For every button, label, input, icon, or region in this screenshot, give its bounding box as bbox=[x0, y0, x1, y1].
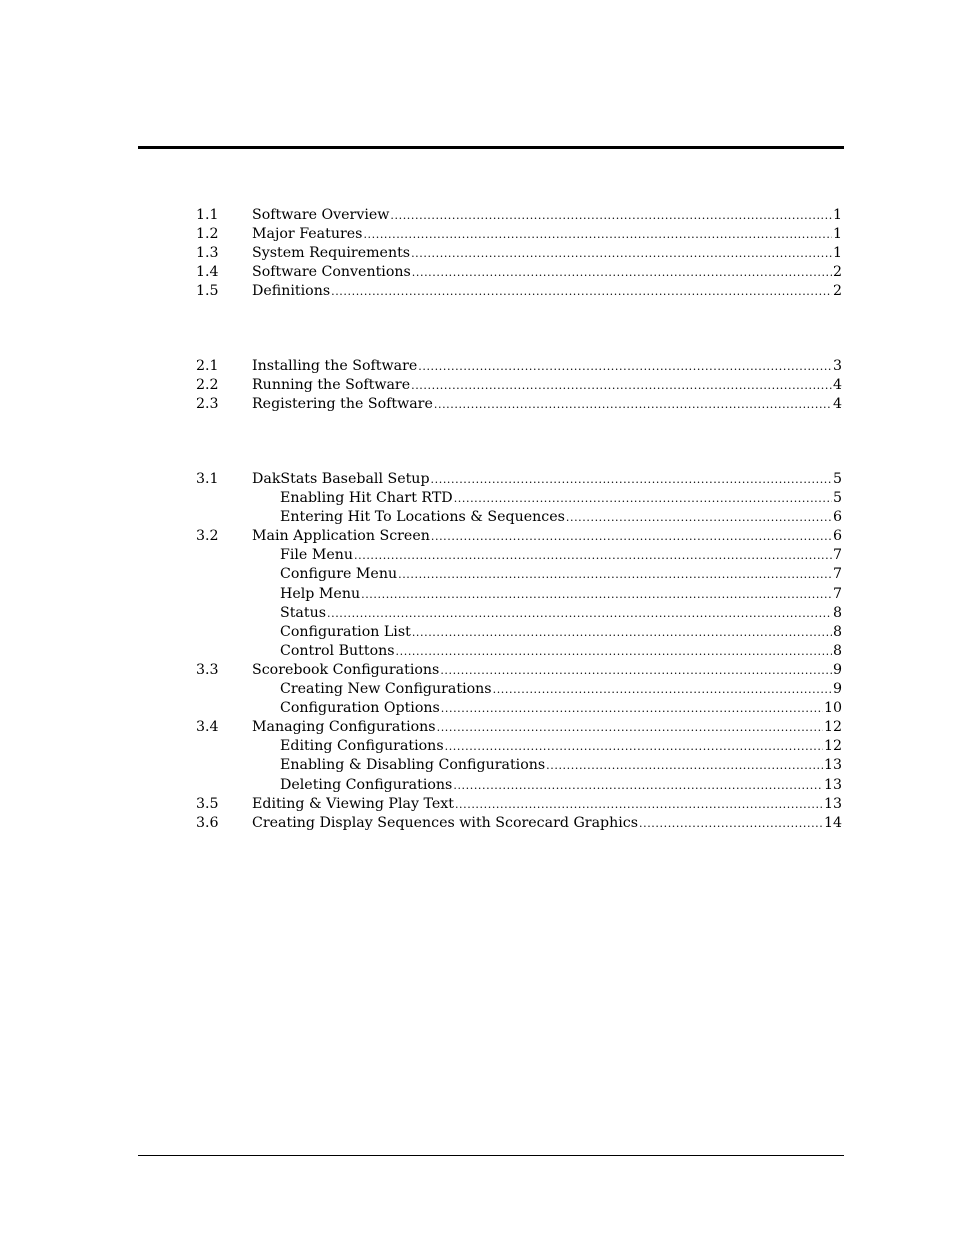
toc-page-number: 6 bbox=[832, 528, 842, 545]
toc-entry[interactable] bbox=[196, 282, 842, 301]
toc-entry-title: Enabling Hit Chart RTD bbox=[280, 490, 453, 507]
toc-entry[interactable] bbox=[196, 263, 842, 282]
toc-section-1 bbox=[196, 206, 842, 301]
toc-entry[interactable] bbox=[196, 795, 842, 814]
toc-dot-leader bbox=[363, 225, 832, 244]
toc-entry-title: Status bbox=[280, 604, 326, 621]
toc-entry-number: 3.5 bbox=[196, 795, 219, 812]
toc-dot-leader bbox=[361, 585, 832, 604]
toc-page-number: 1 bbox=[832, 245, 842, 262]
toc-dot-leader bbox=[331, 282, 832, 301]
toc-dot-leader bbox=[431, 527, 832, 546]
toc-page-number: 14 bbox=[823, 814, 842, 831]
toc-entry-number: 1.3 bbox=[196, 245, 219, 262]
toc-entry[interactable] bbox=[196, 470, 842, 489]
toc-entry-number: 1.1 bbox=[196, 207, 219, 223]
toc-subentry[interactable] bbox=[196, 642, 842, 661]
toc-entry-title: Deleting Configurations bbox=[280, 776, 453, 793]
toc-entry-title: Scorebook Configurations bbox=[252, 661, 440, 678]
toc-entry-title: Control Buttons bbox=[280, 642, 395, 659]
toc-dot-leader bbox=[440, 661, 832, 680]
toc-subentry[interactable] bbox=[196, 489, 842, 508]
toc-entry-title: Creating New Configurations bbox=[280, 681, 492, 698]
toc-entry[interactable] bbox=[196, 225, 842, 244]
toc-dot-leader bbox=[566, 508, 832, 527]
toc-entry[interactable] bbox=[196, 718, 842, 737]
toc-entry[interactable] bbox=[196, 395, 842, 414]
toc-page-number: 13 bbox=[823, 776, 842, 793]
toc-entry-title: Running the Software bbox=[252, 377, 411, 394]
toc-dot-leader bbox=[441, 699, 823, 718]
toc-page-number: 1 bbox=[832, 226, 842, 243]
toc-entry[interactable] bbox=[196, 661, 842, 680]
toc-subentry[interactable] bbox=[196, 623, 842, 642]
toc-page-number: 4 bbox=[832, 377, 842, 394]
toc-page-number: 9 bbox=[832, 661, 842, 678]
toc-entry-title: File Menu bbox=[280, 547, 354, 564]
toc-dot-leader bbox=[327, 604, 832, 623]
toc-page-number: 5 bbox=[832, 490, 842, 507]
toc-dot-leader bbox=[453, 776, 823, 795]
toc-section-3 bbox=[196, 470, 842, 833]
toc-entry-title: Configure Menu bbox=[280, 566, 398, 583]
toc-entry-title: System Requirements bbox=[252, 245, 411, 262]
toc-dot-leader bbox=[411, 376, 832, 395]
toc-entry-number: 2.1 bbox=[196, 358, 219, 374]
toc-entry[interactable] bbox=[196, 244, 842, 263]
toc-page-number: 7 bbox=[832, 547, 842, 564]
toc-page-number: 3 bbox=[832, 358, 842, 374]
toc-page-number: 1 bbox=[832, 207, 842, 223]
toc-entry-title: Main Application Screen bbox=[252, 528, 430, 545]
toc-entry-number: 1.4 bbox=[196, 264, 219, 281]
toc-entry[interactable] bbox=[196, 814, 842, 833]
toc-entry-number: 3.2 bbox=[196, 528, 219, 545]
toc-entry-number: 1.5 bbox=[196, 283, 219, 300]
toc-page-number: 13 bbox=[823, 795, 842, 812]
toc-entry-title: Editing Configurations bbox=[280, 738, 444, 755]
toc-entry-title: Installing the Software bbox=[252, 358, 418, 374]
toc-dot-leader bbox=[437, 718, 823, 737]
toc-page-number: 8 bbox=[832, 623, 842, 640]
toc-entry[interactable] bbox=[196, 206, 842, 225]
toc-entry[interactable] bbox=[196, 376, 842, 395]
toc-entry[interactable] bbox=[196, 357, 842, 376]
toc-page-number: 5 bbox=[832, 471, 842, 487]
toc-page-number: 13 bbox=[823, 757, 842, 774]
toc-dot-leader bbox=[639, 814, 823, 833]
toc-entry-title: Managing Configurations bbox=[252, 719, 436, 736]
toc-dot-leader bbox=[546, 756, 823, 775]
toc-entry-title: Major Features bbox=[252, 226, 363, 243]
toc-subentry[interactable] bbox=[196, 776, 842, 795]
toc-entry-number: 3.4 bbox=[196, 719, 219, 736]
toc-subentry[interactable] bbox=[196, 699, 842, 718]
toc-dot-leader bbox=[390, 206, 832, 225]
toc-dot-leader bbox=[411, 244, 832, 263]
toc-entry-number: 2.3 bbox=[196, 396, 219, 413]
toc-subentry[interactable] bbox=[196, 508, 842, 527]
toc-subentry[interactable] bbox=[196, 737, 842, 756]
toc-entry-title: Editing & Viewing Play Text bbox=[252, 795, 454, 812]
toc-dot-leader bbox=[445, 737, 823, 756]
toc-entry-title: Enabling & Disabling Configurations bbox=[280, 757, 546, 774]
toc-entry-number: 2.2 bbox=[196, 377, 219, 394]
toc-entry-number: 3.3 bbox=[196, 661, 219, 678]
toc-subentry[interactable] bbox=[196, 680, 842, 699]
toc-entry-number: 3.1 bbox=[196, 471, 219, 487]
toc-entry-title: Configuration Options bbox=[280, 700, 440, 717]
toc-page-number: 12 bbox=[823, 738, 842, 755]
toc-subentry[interactable] bbox=[196, 585, 842, 604]
toc-subentry[interactable] bbox=[196, 756, 842, 775]
toc-entry-title: Help Menu bbox=[280, 585, 361, 602]
toc-dot-leader bbox=[398, 565, 832, 584]
toc-entry-title: Creating Display Sequences with Scorecard Graphics bbox=[252, 814, 639, 831]
toc-page-number: 7 bbox=[832, 566, 842, 583]
toc-page-number: 6 bbox=[832, 509, 842, 526]
toc-entry-title: Registering the Software bbox=[252, 396, 433, 413]
toc-subentry[interactable] bbox=[196, 565, 842, 584]
toc-dot-leader bbox=[354, 546, 832, 565]
toc-page-number: 8 bbox=[832, 604, 842, 621]
toc-page-number: 2 bbox=[832, 264, 842, 281]
toc-page-number: 4 bbox=[832, 396, 842, 413]
toc-entry-number: 3.6 bbox=[196, 814, 219, 831]
toc-page-number: 2 bbox=[832, 283, 842, 300]
toc-entry-title: Configuration List bbox=[280, 623, 411, 640]
toc-page-number: 9 bbox=[832, 681, 842, 698]
toc-page-number: 8 bbox=[832, 642, 842, 659]
toc-page-number: 12 bbox=[823, 719, 842, 736]
toc-dot-leader bbox=[434, 395, 832, 414]
header-rule bbox=[138, 146, 844, 149]
toc-subentry[interactable] bbox=[196, 604, 842, 623]
toc-dot-leader bbox=[455, 795, 823, 814]
toc-entry-title: Entering Hit To Locations & Sequences bbox=[280, 509, 565, 526]
toc-page-number: 7 bbox=[832, 585, 842, 602]
toc-page-number: 10 bbox=[823, 700, 842, 717]
toc-entry-title: DakStats Baseball Setup bbox=[252, 471, 430, 487]
toc-dot-leader bbox=[454, 489, 832, 508]
toc-entry-title: Definitions bbox=[252, 283, 331, 300]
toc-dot-leader bbox=[412, 263, 832, 282]
toc-dot-leader bbox=[418, 357, 832, 376]
toc-subentry[interactable] bbox=[196, 546, 842, 565]
footer-rule bbox=[138, 1155, 844, 1156]
toc-entry[interactable] bbox=[196, 527, 842, 546]
toc-entry-title: Software Conventions bbox=[252, 264, 411, 281]
toc-dot-leader bbox=[412, 623, 832, 642]
toc-dot-leader bbox=[493, 680, 832, 699]
toc-dot-leader bbox=[431, 470, 832, 489]
toc-section-2 bbox=[196, 357, 842, 414]
toc-entry-number: 1.2 bbox=[196, 226, 219, 243]
toc-entry-title: Software Overview bbox=[252, 207, 390, 223]
toc-dot-leader bbox=[396, 642, 832, 661]
